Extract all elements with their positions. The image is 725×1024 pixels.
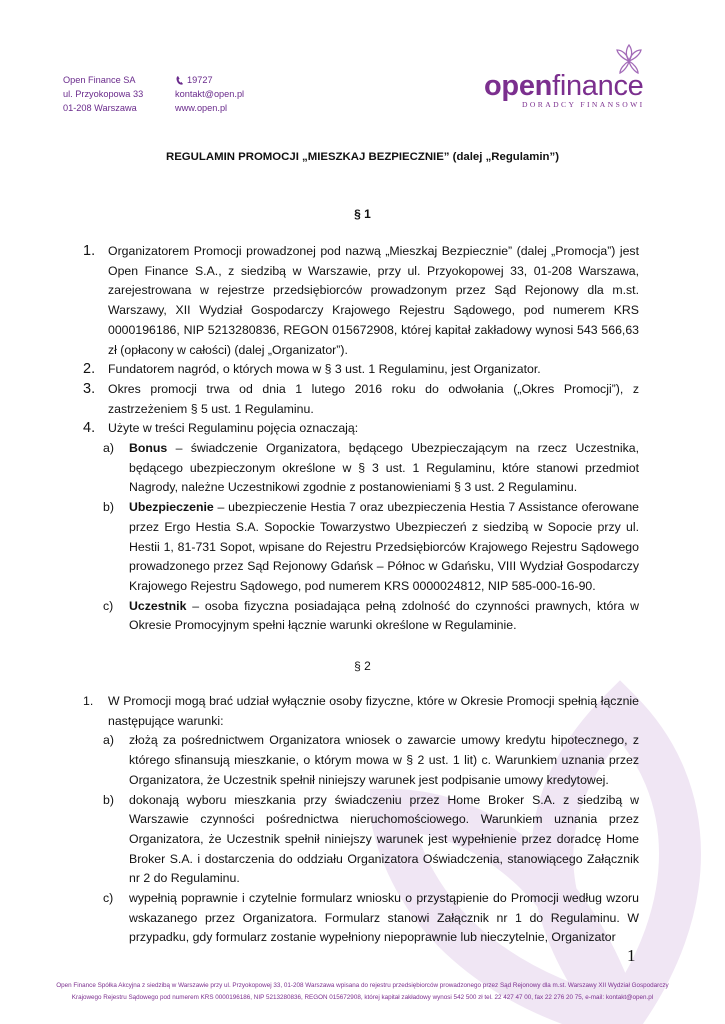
logo-wordmark: [484, 70, 644, 103]
item-number: 2.: [83, 361, 96, 378]
section-1-body: [83, 242, 639, 636]
company-address: [63, 73, 143, 115]
contact-website[interactable]: www.open.pl: [175, 103, 228, 113]
company-street: ul. Przyokopowa 33: [63, 89, 144, 99]
footer-line-1: Open Finance Spółka Akcyjna z siedzibą w Warszawie przy ul. Przyokopowej 33, 01-208 Warszawa wpisana do rejestru przedsiębiorców prowadzonego przez Sąd Rejonowy dla m.st. Warszawy XII Wydział Gospodarczy: [56, 982, 669, 989]
phone-line: [175, 73, 244, 87]
condition-label: b): [103, 792, 114, 807]
item-text: Organizatorem Promocji prowadzonej pod nazwą „Mieszkaj Bezpiecznie” (dalej „Promocja”) jest Open Finance S.A., z siedzibą w Warszawie, przy ul. Przyokopowej 33, 01-208 Warszawa, zarejestrowana w rejestrze przedsiębiorców prowadzonym przez Sąd Rejonowy dla m.st. Warszawy, XII Wydział Gospodarczy Krajowego Rejestru Sądowego, pod numerem KRS 0000196186, NIP 5213280836, REGON 015672908, której kapitał zakładowy wynosi 543 566,63 zł (opłacony w całości) (dalej „Organizator”).: [108, 244, 639, 357]
phone-icon: [175, 75, 185, 86]
definition-text: – świadczenie Organizatora, będącego Ubezpieczającym na rzecz Uczestnika, będącego ubezpieczonym określone w § 3 ust. 1 Regulaminu, które stanowi przedmiot Nagrody, należne Uczestnikowi zgodnie z postanowieniami § 3 ust. 2 Regulaminu.: [129, 441, 639, 495]
definition-item: [83, 597, 639, 636]
definition-text: – ubezpieczenie Hestia 7 oraz ubezpieczenia Hestia 7 Assistance oferowane przez Ergo Hestia S.A. Sopockie Towarzystwo Ubezpieczeń z siedzibą w Sopocie przy ul. Hestii 1, 81-731 Sopot, wpisane do Rejestru Przedsiębiorców Krajowego Rejestru Sądowego prowadzonego przez Sąd Rejonowy Gdańsk – Północ w Gdańsku, VIII Wydział Gospodarczy Krajowego Rejestru Sądowego, pod numerem KRS 0000024812, NIP 585-000-16-90.: [129, 500, 639, 593]
definition-term: Uczestnik: [129, 598, 187, 613]
section-1-heading: § 1: [354, 207, 371, 221]
footer-line-2: Krajowego Rejestru Sądowego pod numerem KRS 0000196186, NIP 5213280836, REGON 015672908, której kapitał zakładowy wynosi 542 500 zł tel. 22 427 47 00, fax 22 276 20 75, e-mail: kontakt@open.pl: [71, 994, 654, 1001]
company-postal-city: 01-208 Warszawa: [63, 103, 137, 113]
logo-tagline: DORADCY FINANSOWI: [522, 100, 645, 109]
item-number: 4.: [83, 420, 96, 437]
contact-email[interactable]: kontakt@open.pl: [175, 89, 245, 99]
list-item: [83, 242, 639, 360]
section-2-body: [83, 692, 639, 948]
condition-item: [83, 791, 639, 890]
company-contact: [175, 73, 244, 115]
item-text: Użyte w treści Regulaminu pojęcia oznaczają:: [108, 421, 359, 436]
page-number: 1: [627, 946, 636, 965]
condition-text: wypełnią poprawnie i czytelnie formularz wniosku o przystąpienie do Promocji według wzoru wskazanego przez Organizatora. Formularz stanowi Załącznik nr 1 do Regulaminu. W przypadku, gdy formularz zostanie wypełniony niepoprawnie lub nieczytelnie, Organizator: [129, 891, 639, 945]
condition-text: dokonają wyboru mieszkania przy świadczeniu przez Home Broker S.A. z siedzibą w Warszawie czynności pośrednictwa nieruchomościowego. Warunkiem uznania przez Organizatora, że Uczestnik spełnił niniejszy warunek jest wypełnienie przez doradcę Home Broker S.A. i dostarczenia do oddziału Organizatora Oświadczenia, stanowiącego Załącznik nr 2 do Regulaminu.: [129, 792, 639, 886]
condition-text: złożą za pośrednictwem Organizatora wniosek o zawarcie umowy kredytu hipotecznego, z którego sfinansują mieszkanie, o którym mowa w § 2 ust. 1 lit) c. Warunkiem uznania przez Organizatora, że Uczestnik spełnił niniejszy warunek jest podpisanie umowy kredytowej.: [129, 733, 639, 787]
condition-label: c): [103, 891, 114, 906]
definition-item: [83, 498, 639, 597]
definition-term: Bonus: [129, 441, 168, 456]
definition-text: – osoba fizyczna posiadająca pełną zdolność do czynności prawnych, która w Okresie Promocyjnym spełni łącznie warunki określone w Regulaminie.: [129, 598, 639, 633]
condition-item: [83, 889, 639, 948]
definition-label: c): [103, 598, 114, 613]
item-number: 1.: [83, 243, 96, 259]
document-title: REGULAMIN PROMOCJI „MIESZKAJ BEZPIECZNIE” (dalej „Regulamin”): [165, 151, 559, 163]
phone-number: 19727: [187, 75, 213, 85]
list-item: [83, 692, 639, 731]
page-footer: [0, 980, 725, 1004]
item-text: Okres promocji trwa od dnia 1 lutego 2016 roku do odwołania („Okres Promocji”), z zastrzeżeniem § 5 ust. 1 Regulaminu.: [108, 381, 639, 416]
definition-term: Ubezpieczenie: [129, 500, 214, 515]
company-name: Open Finance SA: [63, 75, 136, 85]
list-item: [83, 419, 639, 439]
logo-word-open: open: [484, 70, 553, 102]
item-text: W Promocji mogą brać udział wyłącznie osoby fizyczne, które w Okresie Promocji spełnią łącznie następujące warunki:: [108, 694, 639, 728]
definition-label: a): [103, 441, 114, 456]
item-number: 3.: [83, 380, 96, 397]
definition-label: b): [103, 500, 114, 515]
condition-label: a): [103, 733, 114, 748]
item-text: Fundatorem nagród, o których mowa w § 3 ust. 1 Regulaminu, jest Organizator.: [108, 362, 541, 377]
section-2-heading: § 2: [354, 659, 371, 673]
definition-item: [83, 439, 639, 498]
condition-item: [83, 731, 639, 790]
list-item: [83, 380, 639, 419]
list-item: [83, 360, 639, 380]
open-finance-logo: [484, 44, 684, 116]
logo-word-finance: finance: [552, 70, 644, 102]
item-number: 1.: [83, 694, 94, 708]
